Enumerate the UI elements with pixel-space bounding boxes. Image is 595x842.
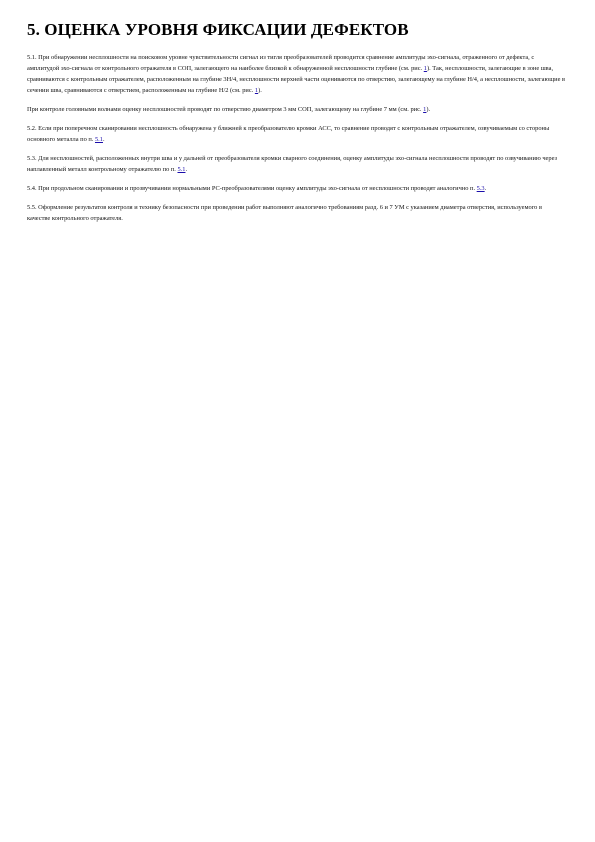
paragraph-5-4 [27,183,566,194]
figure-link[interactable]: 1 [423,106,427,113]
paragraph-5-3 [27,153,566,175]
text: ). Так, несплошности, залегающие в зоне шва, сравниваются с контрольным отражателем, расположенным на глубине 3Н/4, несплошности верхней части оцениваются по отверстию, залегающему на глубине Н/4, а несплошности, залегающие в сечении шва, сравниваются с отверстием, расположенным на глубине Н/2 (см. рис. [27,65,566,94]
text: . [102,136,105,143]
paragraph-5-5 [27,202,566,224]
paragraph-5-2 [27,123,566,145]
text: 5.3. Для несплошностей, расположенных внутри шва и у дальней от преобразователя кромки сварного соединения, оценку амплитуды эхо-сигнала несплошности проводят по озвучиванию через наплавленный металл контрольному отражателю по п. [27,155,558,173]
text: 5.5. Оформление результатов контроля и технику безопасности при проведении работ выполняют аналогично требованиям разд. 6 и 7 УМ с указанием диаметра отверстия, используемого в качестве контрольного отражателя. [27,204,542,222]
text: . [484,185,487,192]
figure-link[interactable]: 1 [254,87,259,94]
text: . [185,166,188,173]
text: ). [258,87,262,94]
text: 5.1. При обнаружении несплошности на поисковом уровне чувствительности сигнал из тигля преобразователей проводится сравнение амплитуды эхо-сигнала, отраженного от дефекта, с амплитудой эхо-сигнала от контрольного отражателя в СОП, залегающего на наиболее близкой к обнаруженной несплошности глубине (см. рис. [27,54,535,72]
clause-link[interactable]: 5.1 [94,136,103,143]
text: 5.4. При продольном сканировании и прозвучивании нормальными РС-преобразователями оценку амплитуды эхо-сигнала от несплошности проводят аналогично п. [27,185,477,192]
text: 5.2. Если при поперечном сканировании несплошность обнаружена у ближней к преобразователю кромки АСС, то сравнение проводят с контрольным отражателем, озвучиваемым со стороны основного металла по п. [27,125,550,143]
clause-link[interactable]: 5.1 [177,166,186,173]
paragraph-5-1 [27,52,566,96]
figure-link[interactable]: 1 [423,65,427,72]
clause-link[interactable]: 5.3 [476,185,485,192]
paragraph-head-waves [27,104,566,115]
text: При контроле головными волнами оценку несплошностей проводят по отверстию диаметром 3 мм СОП, залегающему на глубине 7 мм (см. рис. [27,106,424,113]
section-title: 5. ОЦЕНКА УРОВНЯ ФИКСАЦИИ ДЕФЕКТОВ [27,20,409,39]
text: ). [426,106,431,113]
